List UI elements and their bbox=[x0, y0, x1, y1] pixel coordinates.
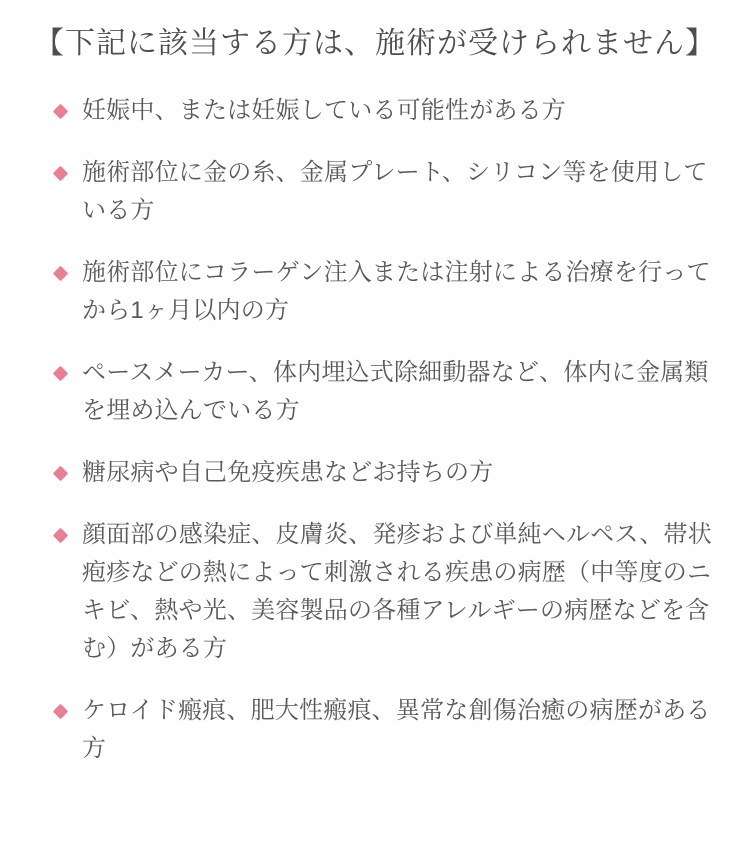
list-item-text: 糖尿病や自己免疫疾患などお持ちの方 bbox=[82, 459, 494, 486]
contraindication-list bbox=[0, 92, 750, 768]
list-item-text: ケロイド瘢痕、肥大性瘢痕、異常な創傷治癒の病歴がある方 bbox=[82, 697, 711, 762]
list-item-text: 顔面部の感染症、皮膚炎、発疹および単純ヘルペス、帯状疱疹などの熱によって刺激される疾患の病歴（中等度のニキビ、熱や光、美容製品の各種アレルギーの病歴などを含む）がある方 bbox=[82, 521, 712, 662]
page-title: 【下記に該当する方は、施術が受けられません】 bbox=[34, 27, 716, 60]
list-item bbox=[52, 254, 716, 330]
list-item bbox=[52, 516, 716, 668]
diamond-bullet-icon bbox=[52, 254, 68, 292]
list-item bbox=[52, 692, 716, 768]
list-item-text: ペースメーカー、体内埋込式除細動器など、体内に金属類を埋め込んでいる方 bbox=[82, 359, 709, 424]
diamond-bullet-icon bbox=[52, 92, 68, 130]
diamond-bullet-icon bbox=[52, 692, 68, 730]
diamond-bullet-icon bbox=[52, 154, 68, 192]
diamond-bullet-icon bbox=[52, 454, 68, 492]
list-item-text: 妊娠中、または妊娠している可能性がある方 bbox=[82, 97, 566, 124]
diamond-bullet-icon bbox=[52, 354, 68, 392]
diamond-bullet-icon bbox=[52, 516, 68, 554]
list-item bbox=[52, 454, 716, 492]
list-item bbox=[52, 154, 716, 230]
list-item bbox=[52, 92, 716, 130]
list-item-text: 施術部位にコラーゲン注入または注射による治療を行ってから1ヶ月以内の方 bbox=[82, 259, 711, 324]
list-item-text: 施術部位に金の糸、金属プレート、シリコン等を使用している方 bbox=[82, 159, 708, 224]
list-item bbox=[52, 354, 716, 430]
